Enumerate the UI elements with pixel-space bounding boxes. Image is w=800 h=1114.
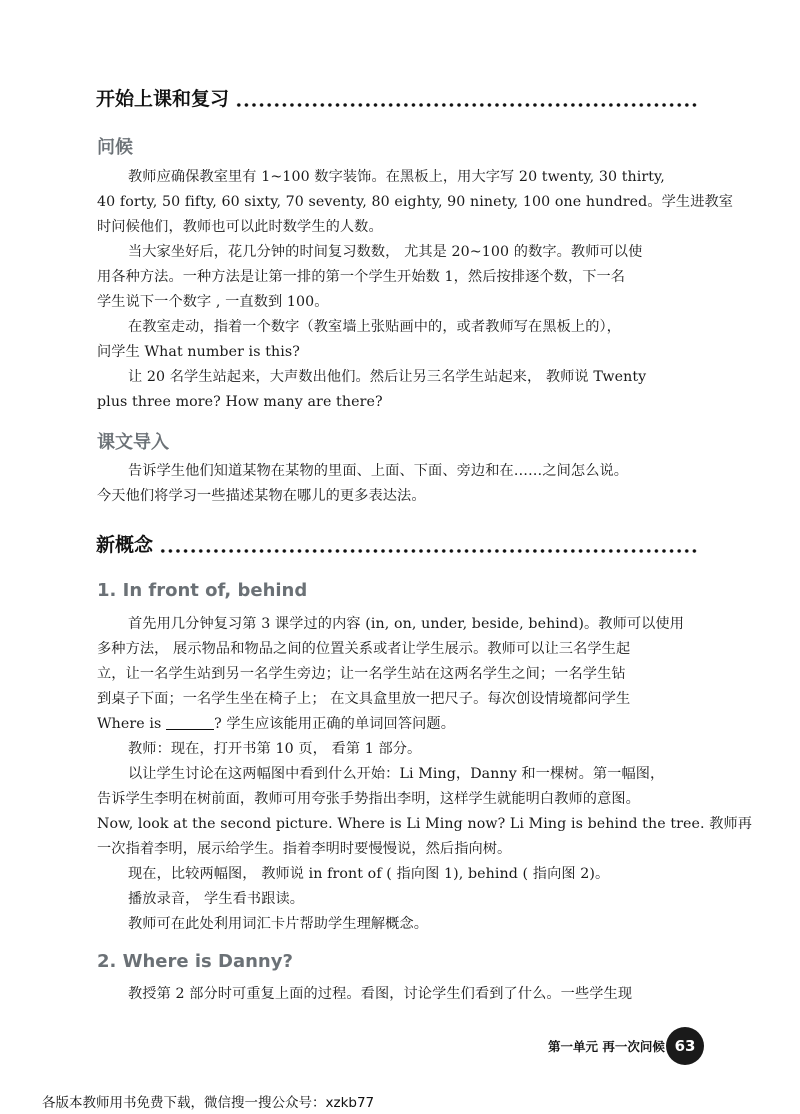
paragraph-line: 首先用几分钟复习第 3 课学过的内容 (in, on, under, beside, behind)。教师可以使用 [128, 616, 685, 632]
subhead-intro: 课文导入 [97, 432, 169, 453]
paragraph-line: 多种方法， 展示物品和物品之间的位置关系或者让学生展示。教师可以让三名学生起 [97, 641, 631, 657]
paragraph-line: 时问候他们，教师也可以此时数学生的人数。 [97, 219, 383, 235]
running-footer-unit: 第一单元 再一次问候 [548, 1039, 665, 1054]
paragraph-line: 教师应确保教室里有 1~100 数字装饰。在黑板上，用大字写 20 twenty, 30 thirty, [128, 169, 665, 185]
paragraph-line: 当大家坐好后，花几分钟的时间复习数数， 尤其是 20~100 的数字。教师可以使 [128, 244, 643, 260]
paragraph-line: 立，让一名学生站到另一名学生旁边；让一名学生站在这两名学生之间；一名学生钻 [97, 666, 626, 682]
paragraph-line: 问学生 What number is this? [97, 344, 300, 360]
paragraph-line: plus three more? How many are there? [97, 394, 383, 410]
answer-blank [166, 715, 214, 730]
paragraph-line: 40 forty, 50 fifty, 60 sixty, 70 seventy, 80 eighty, 90 ninety, 100 one hundred。学生进教室 [97, 194, 734, 210]
download-watermark: 各版本教师用书免费下载，微信搜一搜公众号：xzkb77 [42, 1095, 375, 1111]
paragraph-line: 到桌子下面；一名学生坐在椅子上； 在文具盒里放一把尺子。每次创设情境都问学生 [97, 691, 631, 707]
paragraph-line: 教师可在此处利用词汇卡片帮助学生理解概念。 [128, 916, 429, 932]
paragraph-line: 学生说下一个数字 , 一直数到 100。 [97, 294, 329, 310]
subhead-part2: 2. Where is Danny? [97, 951, 293, 972]
paragraph-line: 让 20 名学生站起来，大声数出他们。然后让另三名学生站起来， 教师说 Twenty [128, 369, 647, 385]
paragraph-line: 告诉学生他们知道某物在某物的里面、上面、下面、旁边和在……之间怎么说。 [128, 463, 629, 479]
paragraph-line: 今天他们将学习一些描述某物在哪儿的更多表达法。 [97, 488, 426, 504]
paragraph-line: 告诉学生李明在树前面，教师可用夸张手势指出李明，这样学生就能明白教师的意图。 [97, 791, 640, 807]
paragraph-line: Where is ? 学生应该能用正确的单词回答问题。 [97, 716, 455, 732]
paragraph-line: 用各种方法。一种方法是让第一排的第一个学生开始数 1，然后按排逐个数，下一名 [97, 269, 626, 285]
paragraph-line: 教授第 2 部分时可重复上面的过程。看图，讨论学生们看到了什么。一些学生现 [128, 986, 633, 1002]
paragraph-line: Now, look at the second picture. Where is Li Ming now? Li Ming is behind the tree. 教师再 [97, 816, 753, 832]
subhead-greeting: 问候 [97, 137, 133, 158]
paragraph-line: 现在，比较两幅图， 教师说 in front of ( 指向图 1), behind ( 指向图 2)。 [128, 866, 610, 882]
dotted-rule [159, 547, 700, 555]
paragraph-line: 一次指着李明，展示给学生。指着李明时要慢慢说，然后指向树。 [97, 841, 512, 857]
paragraph-line: 以让学生讨论在这两幅图中看到什么开始：Li Ming，Danny 和一棵树。第一幅图， [128, 766, 665, 782]
paragraph-line: 播放录音， 学生看书跟读。 [128, 891, 305, 907]
subhead-part1: 1. In front of, behind [97, 580, 308, 601]
section-title-review: 开始上课和复习 [96, 84, 700, 111]
dotted-rule [235, 101, 700, 109]
page-number-badge: 63 [666, 1027, 704, 1065]
paragraph-line: 在教室走动，指着一个数字（教室墙上张贴画中的，或者教师写在黑板上的）， [128, 319, 621, 335]
paragraph-line: 教师：现在，打开书第 10 页， 看第 1 部分。 [128, 741, 422, 757]
section-title-new-concepts: 新概念 [96, 530, 700, 557]
